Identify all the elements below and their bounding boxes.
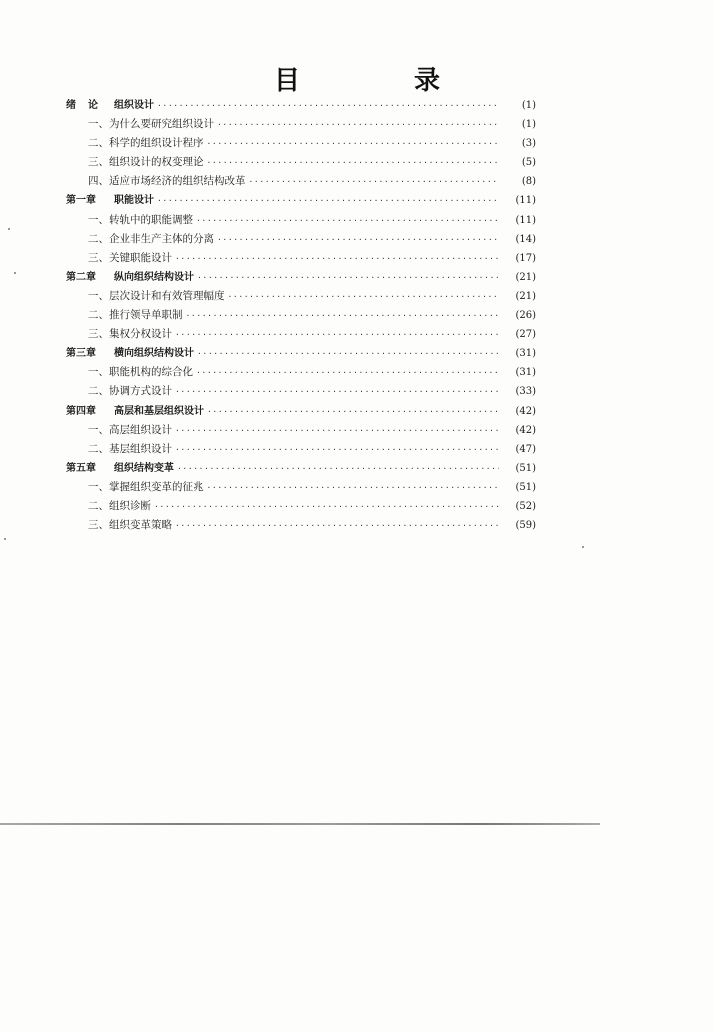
page-number: (42)	[515, 405, 536, 417]
toc-entry-section[interactable]	[66, 440, 536, 459]
dot-leader	[196, 211, 499, 230]
toc-entry-section[interactable]	[66, 153, 536, 172]
section-title: 一、掌握组织变革的征兆	[88, 480, 204, 493]
dot-leader	[197, 344, 499, 363]
scan-speck	[4, 538, 6, 540]
toc-entry-section[interactable]	[66, 211, 536, 230]
dot-leader	[207, 478, 500, 497]
dot-leader	[157, 96, 499, 115]
table-of-contents	[66, 96, 536, 535]
toc-entry-section[interactable]	[66, 325, 536, 344]
dot-leader	[217, 230, 499, 249]
section-title: 三、组织变革策略	[88, 519, 172, 532]
page-number: (21)	[515, 290, 536, 302]
page-number: (8)	[521, 176, 536, 188]
page-number: (14)	[515, 233, 536, 245]
page-number: (31)	[515, 367, 536, 379]
chapter-title: 横向组织结构设计	[114, 348, 194, 360]
chapter-label: 第二章	[66, 271, 96, 283]
section-title: 二、组织诊断	[88, 499, 151, 512]
page-number: (47)	[515, 443, 536, 455]
toc-entry-chapter-1[interactable]	[66, 191, 536, 210]
page-number: (51)	[515, 462, 536, 474]
page-number: (51)	[515, 481, 536, 493]
dot-leader	[175, 325, 499, 344]
toc-entry-chapter-3[interactable]	[66, 344, 536, 363]
toc-entry-section[interactable]	[66, 478, 536, 497]
dot-leader	[207, 134, 500, 153]
dot-leader	[197, 268, 499, 287]
page-number: (59)	[515, 520, 536, 532]
toc-entry-chapter-2[interactable]	[66, 268, 536, 287]
dot-leader	[175, 249, 499, 268]
dot-leader	[157, 191, 499, 210]
scan-speck	[582, 546, 584, 548]
dot-leader	[186, 306, 500, 325]
dot-leader	[175, 382, 499, 401]
scan-speck	[14, 272, 16, 274]
chapter-label: 第三章	[66, 348, 96, 360]
toc-entry-section[interactable]	[66, 249, 536, 268]
section-title: 二、基层组织设计	[88, 442, 172, 455]
page-number: (3)	[521, 138, 536, 150]
section-title: 一、为什么要研究组织设计	[88, 118, 214, 131]
dot-leader	[177, 459, 499, 478]
page-number: (21)	[515, 271, 536, 283]
chapter-title: 高层和基层组织设计	[114, 405, 204, 417]
toc-entry-intro[interactable]	[66, 96, 536, 115]
toc-entry-section[interactable]	[66, 287, 536, 306]
dot-leader	[228, 287, 500, 306]
page-number: (1)	[521, 119, 536, 131]
dot-leader	[154, 497, 499, 516]
dot-leader	[207, 402, 499, 421]
page-number: (27)	[515, 329, 536, 341]
chapter-label: 第一章	[66, 195, 96, 207]
section-title: 三、组织设计的权变理论	[88, 156, 204, 169]
section-title: 二、协调方式设计	[88, 385, 172, 398]
scan-artifact-line	[0, 823, 600, 825]
chapter-label: 第五章	[66, 462, 96, 474]
page-number: (26)	[515, 310, 536, 322]
section-title: 四、适应市场经济的组织结构改革	[88, 175, 246, 188]
toc-entry-section[interactable]	[66, 421, 536, 440]
dot-leader	[207, 153, 500, 172]
toc-entry-section[interactable]	[66, 306, 536, 325]
chapter-title: 职能设计	[114, 195, 154, 207]
toc-entry-section[interactable]	[66, 230, 536, 249]
chapter-title: 组织结构变革	[114, 462, 174, 474]
chapter-title: 组织设计	[114, 100, 154, 111]
page-number: (33)	[515, 386, 536, 398]
page-title: 目 录	[273, 66, 484, 96]
page-number: (42)	[515, 424, 536, 436]
page-number: (11)	[515, 214, 536, 226]
section-title: 三、关键职能设计	[88, 251, 172, 264]
section-title: 一、高层组织设计	[88, 423, 172, 436]
dot-leader	[249, 172, 500, 191]
section-title: 一、层次设计和有效管理幅度	[88, 289, 225, 302]
section-title: 一、转轨中的职能调整	[88, 213, 193, 226]
toc-entry-section[interactable]	[66, 115, 536, 134]
section-title: 一、职能机构的综合化	[88, 366, 193, 379]
dot-leader	[217, 115, 499, 134]
dot-leader	[175, 440, 499, 459]
page-number: (17)	[515, 252, 536, 264]
toc-entry-section[interactable]	[66, 382, 536, 401]
chapter-label: 第四章	[66, 405, 96, 417]
dot-leader	[196, 363, 499, 382]
toc-entry-chapter-5[interactable]	[66, 459, 536, 478]
page-number: (31)	[515, 348, 536, 360]
section-title: 三、集权分权设计	[88, 328, 172, 341]
scan-speck	[8, 228, 10, 230]
toc-entry-chapter-4[interactable]	[66, 402, 536, 421]
page-number: (5)	[521, 157, 536, 169]
page-number: (52)	[515, 500, 536, 512]
chapter-title: 纵向组织结构设计	[114, 271, 194, 283]
toc-entry-section[interactable]	[66, 172, 536, 191]
page-number: (1)	[521, 100, 536, 111]
toc-entry-section[interactable]	[66, 497, 536, 516]
dot-leader	[175, 516, 499, 535]
toc-entry-section[interactable]	[66, 516, 536, 535]
toc-entry-section[interactable]	[66, 363, 536, 382]
section-title: 二、科学的组织设计程序	[88, 137, 204, 150]
section-title: 二、推行领导单职制	[88, 309, 183, 322]
toc-entry-section[interactable]	[66, 134, 536, 153]
chapter-label: 绪论	[66, 100, 110, 111]
dot-leader	[175, 421, 499, 440]
page-number: (11)	[515, 195, 536, 207]
section-title: 二、企业非生产主体的分离	[88, 232, 214, 245]
